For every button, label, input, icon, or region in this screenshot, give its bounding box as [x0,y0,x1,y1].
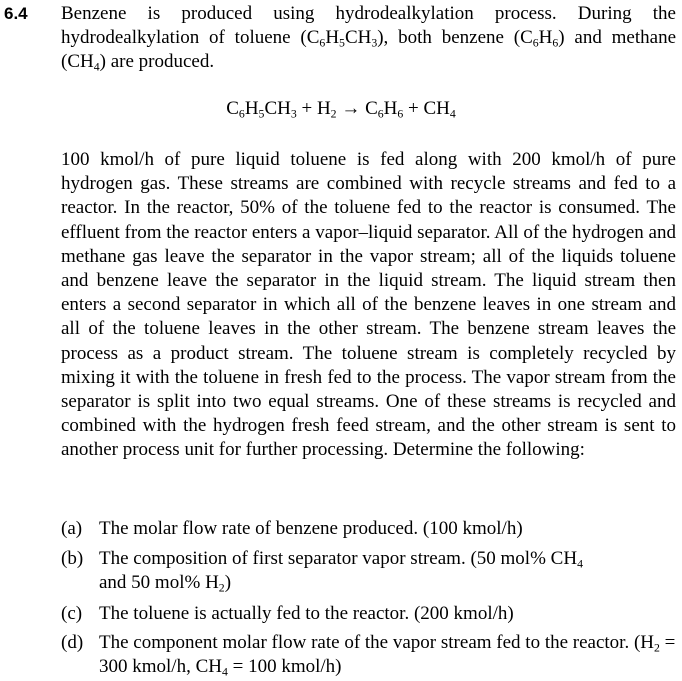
question-b [61,547,676,595]
question-text: The molar flow rate of benzene produced. (100 kmol/h) [99,518,523,539]
question-c [61,602,676,626]
question-text: The component molar flow rate of the vapor stream fed to the reactor. ($H_2 = 300$ kmol/h, $CH_4 = 100$ kmol/h) [99,632,676,679]
problem-intro: Benzene is produced using hydrodealkylation process. During the hydrodealkylation of toluene $(C_6H_5CH_3)$, both benzene $(C_6H_6)$ and methane $(CH_4)$ are produced. [61,3,676,74]
question-a [61,517,676,541]
question-label: (c) [61,603,83,624]
question-label: (b) [61,548,84,569]
question-text: The toluene is actually fed to the reactor. (200 kmol/h) [99,603,514,624]
problem-number: 6.4 [4,4,28,23]
question-d [61,631,676,679]
reaction-equation: $C_6H_5CH_3 + H_2 \to C_6H_6 + CH_4$ [226,98,456,121]
question-text: The composition of first separator vapor stream. (50 mol% $CH_4$ and 50 mol% $H_2$) [99,548,583,595]
problem-body: 100 kmol/h of pure liquid toluene is fed along with 200 kmol/h of pure hydrogen gas. These streams are combined with recycle streams and fed to a reactor. In the reactor, 50% of the toluene fed to the reactor is consumed. The effluent from the reactor enters a vapor–liquid separator. All of the hydrogen and methane gas leave the separator in the vapor stream; all of the liquids toluene and benzene leave the separator in the liquid stream. The liquid stream then enters a second separator in which all of the benzene leaves in one stream and all of the toluene leaves in the other stream. The benzene stream leaves the process as a product stream. The toluene stream is completely recycled by mixing it with the toluene in fresh fed to the process. The vapor stream from the separator is split into two equal streams. One of these streams is recycled and combined with the hydrogen fresh feed stream, and the other stream is sent to another process unit for further processing. Determine the following: [61,149,676,461]
question-label: (d) [61,632,84,653]
question-label: (a) [61,518,83,539]
